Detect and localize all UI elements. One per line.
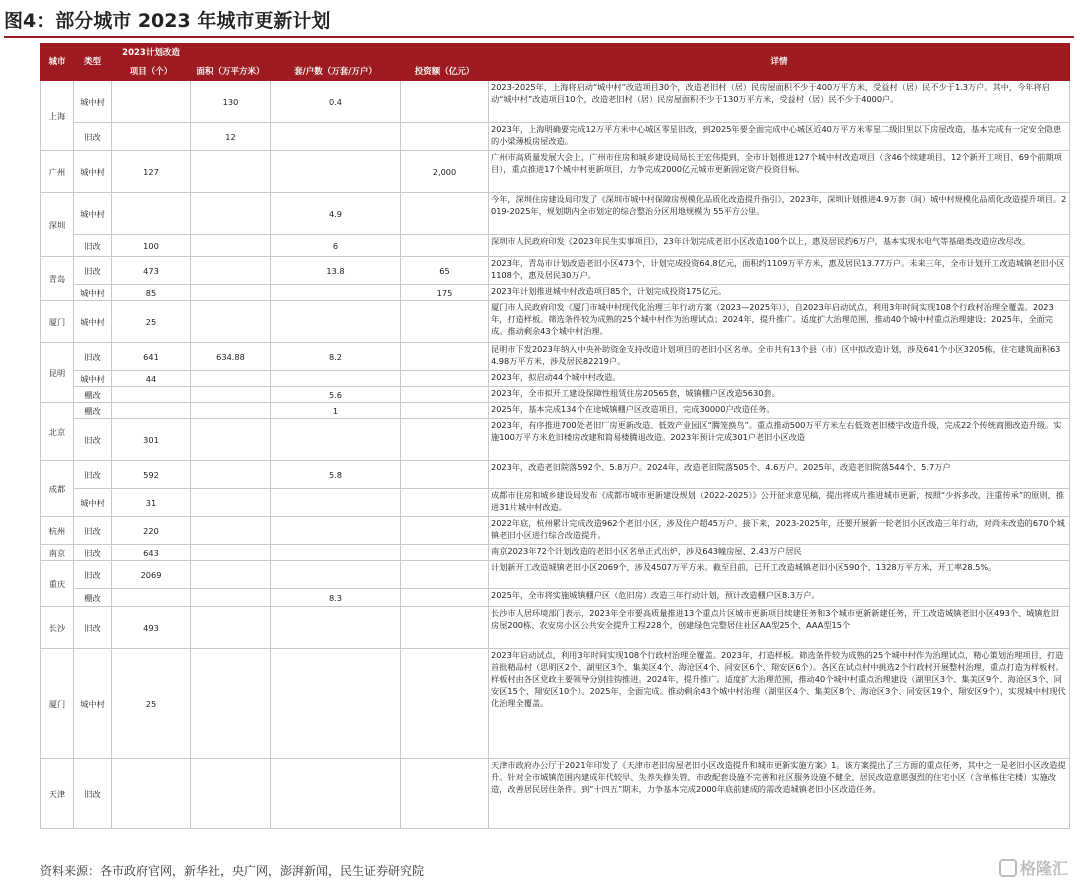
details-cell: 广州市高质量发展大会上，广州市住房和城乡建设局局长王宏伟提到，全市计划推进127个城中村改造项目（含46个续建项目，12个新开工项目，69个前期项目），重点推进17个城中村更新项目，力争完成2000亿元城市更新固定资产投资目标。: [489, 151, 1070, 193]
details-cell: 2023年，有序推进700处老旧厂房更新改造、低效产业园区“腾笼换鸟”。重点推动500万平方米左右低效老旧楼宇改造升级，完成22个传统商圈改造升级。实施100万平方米危旧楼房改建和简易楼腾退改造。2023年预计完成301户老旧小区改造: [489, 419, 1070, 461]
details-cell: 2023年，青岛市计划改造老旧小区473个，计划完成投资64.8亿元，面积约1109万平方米，惠及居民13.77万户。未来三年，全市计划开工改造城镇老旧小区1108个，惠及居民30万户。: [489, 257, 1070, 285]
table-row: [41, 343, 1070, 371]
units-cell: 8.3: [271, 589, 401, 607]
units-cell: [271, 419, 401, 461]
investment-cell: [401, 123, 489, 151]
table-row: [41, 285, 1070, 301]
city-cell: 重庆: [41, 561, 74, 607]
header-type: 类型: [74, 44, 112, 81]
table-row: [41, 759, 1070, 829]
area-cell: [191, 607, 271, 649]
projects-cell: 641: [112, 343, 191, 371]
units-cell: 5.6: [271, 387, 401, 403]
details-cell: 2023年，上海明确要完成12万平方米中心城区零星旧改，到2025年要全面完成中心城区近40万平方米零星二级旧里以下房屋改造，基本完成有一定安全隐患的小梁薄板房屋改造。: [489, 123, 1070, 151]
city-renewal-table: [40, 43, 1070, 829]
details-cell: 计划新开工改造城镇老旧小区2069个，涉及4507万平方米。截至目前，已开工改造城镇老旧小区590个、1328万平方米，开工率28.5%。: [489, 561, 1070, 589]
area-cell: 12: [191, 123, 271, 151]
units-cell: [271, 123, 401, 151]
watermark-logo-icon: [999, 859, 1017, 877]
projects-cell: 100: [112, 235, 191, 257]
header-empty: [271, 44, 401, 63]
units-cell: 13.8: [271, 257, 401, 285]
area-cell: [191, 285, 271, 301]
city-cell: 长沙: [41, 607, 74, 649]
investment-cell: 2,000: [401, 151, 489, 193]
projects-cell: [112, 589, 191, 607]
type-cell: 旧改: [74, 235, 112, 257]
area-cell: [191, 589, 271, 607]
investment-cell: 175: [401, 285, 489, 301]
watermark-text: 格隆汇: [1019, 859, 1068, 878]
table-row: [41, 517, 1070, 545]
city-cell: 南京: [41, 545, 74, 561]
table-header: [41, 44, 1070, 81]
projects-cell: 592: [112, 461, 191, 489]
investment-cell: [401, 387, 489, 403]
header-plan-group: 2023计划改造: [112, 44, 191, 63]
type-cell: 城中村: [74, 371, 112, 387]
details-cell: 成都市住房和城乡建设局发布《成都市城市更新建设规划（2022-2025）》公开征求意见稿，提出将成片推进城市更新，按照“少拆多改，注重传承”的原则，推进31片城中村改造。: [489, 489, 1070, 517]
source-note: 资料来源：各市政府官网，新华社，央广网，澎湃新闻，民生证券研究院: [40, 864, 425, 878]
area-cell: [191, 759, 271, 829]
units-cell: [271, 649, 401, 759]
table-row: [41, 461, 1070, 489]
details-cell: 深圳市人民政府印发《2023年民生实事项目》，23年计划完成老旧小区改造100个以上，惠及居民约6万户，基本实现水电气等基础类改造应改尽改。: [489, 235, 1070, 257]
investment-cell: [401, 589, 489, 607]
table-row: [41, 387, 1070, 403]
table-row: [41, 545, 1070, 561]
table-row: [41, 301, 1070, 343]
details-cell: 2023-2025年，上海将启动“城中村”改造项目30个，改造老旧村（居）民房屋面积不少于400万平方米，受益村（居）民不少于1.3万户。其中，今年将启动“城中村”改造项目10个，改造老旧村（居）民房屋面积不少于130万平方米，受益村（居）民不少于4000户。: [489, 81, 1070, 123]
type-cell: 旧改: [74, 257, 112, 285]
area-cell: [191, 545, 271, 561]
units-cell: [271, 545, 401, 561]
city-cell: 厦门: [41, 649, 74, 759]
details-cell: 2023年，拟启动44个城中村改造。: [489, 371, 1070, 387]
table-row: [41, 151, 1070, 193]
area-cell: [191, 151, 271, 193]
type-cell: 旧改: [74, 343, 112, 371]
details-cell: 厦门市人民政府印发《厦门市城中村现代化治理三年行动方案（2023—2025年）》，自2023年启动试点，利用3年时间实现108个行政村治理全覆盖。2023年，打造样板。筛选条件较为成熟的25个城中村作为治理试点；2024年，提升推广。适度扩大治理范围，推动40个城中村重点治理建设；2025年，全面完成。推动剩余43个城中村治理。: [489, 301, 1070, 343]
area-cell: [191, 561, 271, 589]
projects-cell: 493: [112, 607, 191, 649]
type-cell: 城中村: [74, 81, 112, 123]
type-cell: 城中村: [74, 489, 112, 517]
area-cell: [191, 387, 271, 403]
city-cell: 青岛: [41, 257, 74, 301]
units-cell: 1: [271, 403, 401, 419]
area-cell: 634.88: [191, 343, 271, 371]
details-cell: 2023年启动试点，利用3年时间实现108个行政村治理全覆盖。2023年，打造样板。筛选条件较为成熟的25个城中村作为治理试点，精心策划治理项目，打造首批精品村（思明区2个、湖里区3个、集美区4个、海沧区4个、同安区6个、翔安区6个）。各区在试点村中挑选2个行政村开展整村治理，重点打造为样板村。样板村由各区党政主要领导分别挂钩推进。2024年，提升推广。适度扩大治理范围，推动40个城中村重点治理建设（湖里区3个、集美区9个、海沧区3个、同安区15个、翔安区10个）。2025年，全面完成。推动剩余43个城中村治理（湖里区4个、集美区8个、海沧区3个、同安区19个、翔安区9个），实现城中村现代化治理全覆盖。: [489, 649, 1070, 759]
type-cell: 城中村: [74, 649, 112, 759]
type-cell: 城中村: [74, 193, 112, 235]
units-cell: [271, 285, 401, 301]
investment-cell: [401, 561, 489, 589]
city-cell: 北京: [41, 403, 74, 461]
table-row: [41, 257, 1070, 285]
area-cell: [191, 419, 271, 461]
investment-cell: [401, 419, 489, 461]
table-row: [41, 561, 1070, 589]
type-cell: 旧改: [74, 759, 112, 829]
details-cell: 2023年计划推进城中村改造项目85个，计划完成投资175亿元。: [489, 285, 1070, 301]
projects-cell: 31: [112, 489, 191, 517]
projects-cell: 2069: [112, 561, 191, 589]
projects-cell: [112, 759, 191, 829]
type-cell: 旧改: [74, 517, 112, 545]
investment-cell: [401, 759, 489, 829]
projects-cell: 25: [112, 301, 191, 343]
units-cell: [271, 607, 401, 649]
units-cell: [271, 371, 401, 387]
details-cell: 昆明市下发2023年纳入中央补助资金支持改造计划项目的老旧小区名单。全市共有13个县（市）区中拟改造计划，涉及641个小区3205栋，住宅建筑面积634.98万平方米，涉及居民82219户。: [489, 343, 1070, 371]
type-cell: 旧改: [74, 419, 112, 461]
city-cell: 成都: [41, 461, 74, 517]
table-row: [41, 607, 1070, 649]
type-cell: 城中村: [74, 301, 112, 343]
units-cell: [271, 489, 401, 517]
projects-cell: 85: [112, 285, 191, 301]
city-cell: 深圳: [41, 193, 74, 257]
area-cell: [191, 461, 271, 489]
investment-cell: 65: [401, 257, 489, 285]
investment-cell: [401, 545, 489, 561]
investment-cell: [401, 193, 489, 235]
investment-cell: [401, 371, 489, 387]
type-cell: 旧改: [74, 607, 112, 649]
investment-cell: [401, 607, 489, 649]
area-cell: [191, 403, 271, 419]
projects-cell: 643: [112, 545, 191, 561]
investment-cell: [401, 343, 489, 371]
table-row: [41, 235, 1070, 257]
investment-cell: [401, 81, 489, 123]
projects-cell: 220: [112, 517, 191, 545]
header-empty: [191, 44, 271, 63]
projects-cell: 127: [112, 151, 191, 193]
units-cell: [271, 517, 401, 545]
table-row: [41, 649, 1070, 759]
type-cell: 棚改: [74, 387, 112, 403]
units-cell: [271, 759, 401, 829]
area-cell: [191, 193, 271, 235]
table-row: [41, 81, 1070, 123]
type-cell: 旧改: [74, 461, 112, 489]
projects-cell: [112, 81, 191, 123]
details-cell: 2023年，改造老旧院落592个、5.8万户。2024年，改造老旧院落505个、4.6万户。2025年，改造老旧院落544个、5.7万户: [489, 461, 1070, 489]
details-cell: 天津市政府办公厅于2021年印发了《天津市老旧房屋老旧小区改造提升和城市更新实施方案》1。该方案提出了三方面的重点任务，其中之一是老旧小区改造提升。针对全市城镇范围内建成年代较早、失养失修失管、市政配套设施不完善和社区服务设施不健全、居民改造意愿强烈的住宅小区（含单栋住宅楼）实施改造，改善居民居住条件。到“十四五”期末，力争基本完成2000年底前建成的需改造城镇老旧小区改造任务。: [489, 759, 1070, 829]
investment-cell: [401, 649, 489, 759]
details-cell: 2025年，基本完成134个在途城镇棚户区改造项目，完成30000户改造任务。: [489, 403, 1070, 419]
table-row: [41, 193, 1070, 235]
details-cell: 2022年底，杭州累计完成改造962个老旧小区，涉及住户超45万户。接下来，2023-2025年，还要开展新一轮老旧小区改造三年行动，对尚未改造的670个城镇老旧小区进行综合改造提升。: [489, 517, 1070, 545]
type-cell: 旧改: [74, 561, 112, 589]
investment-cell: [401, 235, 489, 257]
header-city: 城市: [41, 44, 74, 81]
table-row: [41, 589, 1070, 607]
units-cell: [271, 561, 401, 589]
projects-cell: [112, 403, 191, 419]
title-divider: [4, 36, 1074, 38]
projects-cell: 301: [112, 419, 191, 461]
investment-cell: [401, 301, 489, 343]
investment-cell: [401, 403, 489, 419]
area-cell: [191, 235, 271, 257]
table-row: [41, 403, 1070, 419]
table-row: [41, 419, 1070, 461]
header-empty: [401, 44, 489, 63]
header-area: 面积（万平方米）: [191, 63, 271, 81]
projects-cell: [112, 193, 191, 235]
projects-cell: [112, 387, 191, 403]
details-cell: 2025年，全市将实施城镇棚户区（危旧房）改造三年行动计划，预计改造棚户区8.3万户。: [489, 589, 1070, 607]
city-cell: 上海: [41, 81, 74, 151]
area-cell: [191, 517, 271, 545]
header-details: 详情: [489, 44, 1070, 81]
projects-cell: [112, 123, 191, 151]
area-cell: [191, 649, 271, 759]
units-cell: [271, 151, 401, 193]
header-projects: 项目（个）: [112, 63, 191, 81]
area-cell: [191, 489, 271, 517]
type-cell: 城中村: [74, 151, 112, 193]
projects-cell: 25: [112, 649, 191, 759]
city-cell: 厦门: [41, 301, 74, 343]
type-cell: 棚改: [74, 403, 112, 419]
details-cell: 长沙市人居环境部门表示，2023年全市要高质量推进13个重点片区城市更新项目续建任务和3个城市更新新建任务，开工改造城镇老旧小区493个、城镇危旧房屋200栋、农安房小区公共安全提升工程228个，创建绿色完整居住社区AA型25个、AAA型15个: [489, 607, 1070, 649]
figure-title: 图4：部分城市 2023 年城市更新计划: [4, 10, 331, 32]
details-cell: 今年，深圳住房建设局印发了《深圳市城中村保障房规模化品质化改造提升指引》，2023年，深圳计划推进4.9万套（间）城中村规模化品质化改造提升项目。2019-2025年，规划期内全市划定的综合整治分区用地规模为 55平方公里。: [489, 193, 1070, 235]
table-row: [41, 489, 1070, 517]
area-cell: [191, 301, 271, 343]
area-cell: 130: [191, 81, 271, 123]
units-cell: 8.2: [271, 343, 401, 371]
table-row: [41, 371, 1070, 387]
city-cell: 天津: [41, 759, 74, 829]
city-cell: 杭州: [41, 517, 74, 545]
projects-cell: 44: [112, 371, 191, 387]
type-cell: 旧改: [74, 545, 112, 561]
table-row: [41, 123, 1070, 151]
type-cell: 旧改: [74, 123, 112, 151]
details-cell: 南京2023年72个计划改造的老旧小区名单正式出炉，涉及643幢房屋、2.43万户居民: [489, 545, 1070, 561]
type-cell: 棚改: [74, 589, 112, 607]
investment-cell: [401, 489, 489, 517]
units-cell: 0.4: [271, 81, 401, 123]
area-cell: [191, 257, 271, 285]
area-cell: [191, 371, 271, 387]
units-cell: [271, 301, 401, 343]
details-cell: 2023年，全市拟开工建设保障性租赁住房20565套，城镇棚户区改造5630套。: [489, 387, 1070, 403]
table-body: [41, 81, 1070, 829]
investment-cell: [401, 517, 489, 545]
watermark: [999, 856, 1068, 879]
type-cell: 城中村: [74, 285, 112, 301]
investment-cell: [401, 461, 489, 489]
units-cell: 6: [271, 235, 401, 257]
header-units: 套/户数（万套/万户）: [271, 63, 401, 81]
units-cell: 5.8: [271, 461, 401, 489]
projects-cell: 473: [112, 257, 191, 285]
header-investment: 投资额（亿元）: [401, 63, 489, 81]
units-cell: 4.9: [271, 193, 401, 235]
city-cell: 广州: [41, 151, 74, 193]
city-cell: 昆明: [41, 343, 74, 403]
